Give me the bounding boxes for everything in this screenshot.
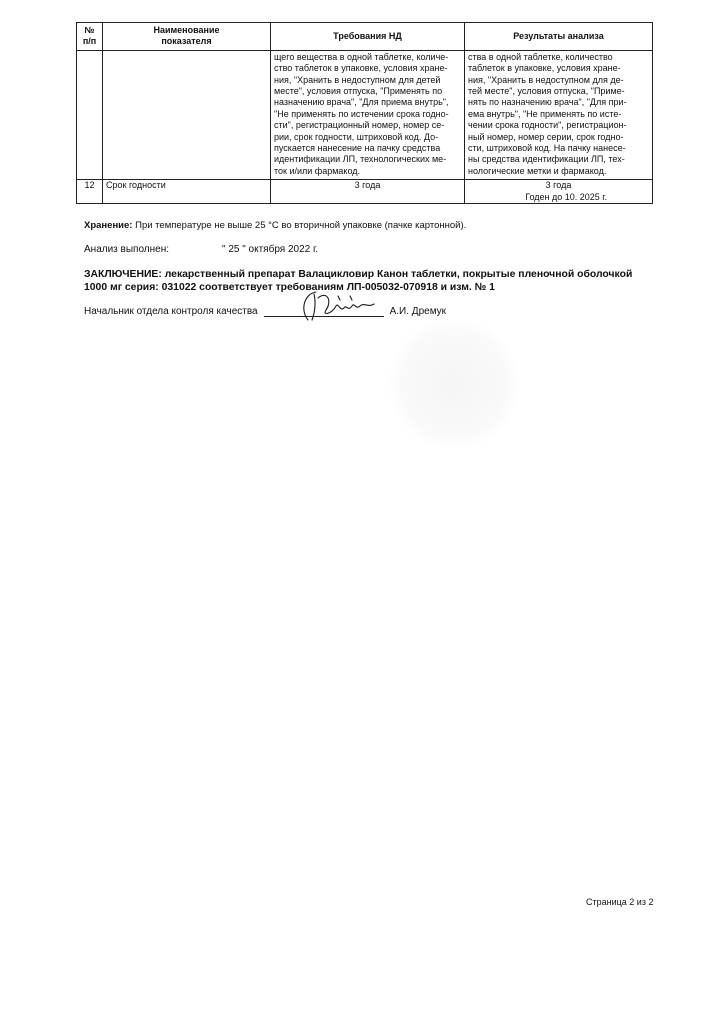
storage-note [84, 220, 466, 231]
cell-results-continued [465, 50, 653, 179]
req-line: щего вещества в одной таблетке, количе- [274, 51, 449, 62]
header-number-line1: № [84, 25, 95, 35]
req-line: идентификации ЛП, технологических ме- [274, 154, 447, 165]
chief-name: А.И. Дремук [389, 306, 447, 317]
header-requirements: Требования НД [271, 23, 465, 51]
res-line: ема внутрь", "Не применять по исте- [468, 108, 622, 119]
analysis-table [76, 22, 653, 204]
cell-number-empty [77, 50, 103, 179]
signature-line [84, 306, 446, 317]
req-line: пускается нанесение на пачку средства [274, 143, 441, 154]
table-row [77, 50, 653, 179]
analysis-date-line [84, 244, 319, 255]
req-line: ния, "Хранить в недоступном для детей [274, 74, 441, 85]
res-line: ния, "Хранить в недоступном для де- [468, 74, 624, 85]
req-line: сти", регистрационный номер, номер се- [274, 120, 445, 131]
faded-stamp [388, 318, 520, 450]
res-line: тей месте", условия отпуска, "Приме- [468, 86, 625, 97]
chief-title: Начальник отдела контроля качества [84, 306, 258, 317]
row12-result-line2: Годен до 10. 2025 г. [525, 191, 607, 202]
req-line: ство таблеток в упаковке, условия хране- [274, 63, 448, 74]
res-line: таблеток в упаковке, условия хране- [468, 63, 621, 74]
storage-text: При температуре не выше 25 °С во вторичной упаковке (пачке картонной). [135, 220, 467, 231]
header-results: Результаты анализа [465, 23, 653, 51]
res-line: сти, штриховой код. На пачку нанесе- [468, 143, 626, 154]
header-indicator-line2: показателя [161, 36, 212, 47]
table-row [77, 180, 653, 204]
page-number: Страница 2 из 2 [586, 897, 654, 907]
header-indicator [103, 23, 271, 51]
storage-label: Хранение: [84, 220, 133, 231]
row12-result [465, 180, 653, 204]
req-line: ток и/или фармакод. [274, 165, 361, 176]
table-header-row [77, 23, 653, 51]
header-number [77, 23, 103, 51]
res-line: нять по назначению врача", "Для при- [468, 97, 627, 108]
conclusion-line1: ЗАКЛЮЧЕНИЕ: лекарственный препарат Валацикловир Канон таблетки, покрытые пленочной оболочкой [84, 269, 633, 280]
row12-indicator: Срок годности [103, 180, 271, 204]
res-line: ства в одной таблетке, количество [468, 51, 613, 62]
req-line: "Не применять по истечении срока годно- [274, 108, 449, 119]
header-number-line2: п/п [82, 36, 97, 47]
req-line: назначению врача", "Для приема внутрь", [274, 97, 449, 108]
header-indicator-line1: Наименование [153, 25, 220, 35]
row12-requirement: 3 года [271, 180, 465, 204]
row12-number: 12 [77, 180, 103, 204]
analysis-date: " 25 " октября 2022 г. [222, 244, 319, 255]
cell-requirements-continued [271, 50, 465, 179]
res-line: чении срока годности", регистрацион- [468, 120, 627, 131]
handwritten-signature [298, 288, 388, 324]
res-line: нологические метки и фармакод. [468, 165, 607, 176]
cell-indicator-empty [103, 50, 271, 179]
res-line: ны средства идентификации ЛП, тех- [468, 154, 625, 165]
req-line: месте", условия отпуска, "Применять по [274, 86, 443, 97]
analysis-label: Анализ выполнен: [84, 244, 170, 255]
row12-result-line1: 3 года [545, 180, 572, 191]
res-line: ный номер, номер серии, срок годно- [468, 131, 624, 142]
conclusion-line2: 1000 мг серия: 031022 соответствует требованиям ЛП-005032-070918 и изм. № 1 [84, 282, 495, 293]
req-line: рии, срок годности, штриховой код. До- [274, 131, 439, 142]
